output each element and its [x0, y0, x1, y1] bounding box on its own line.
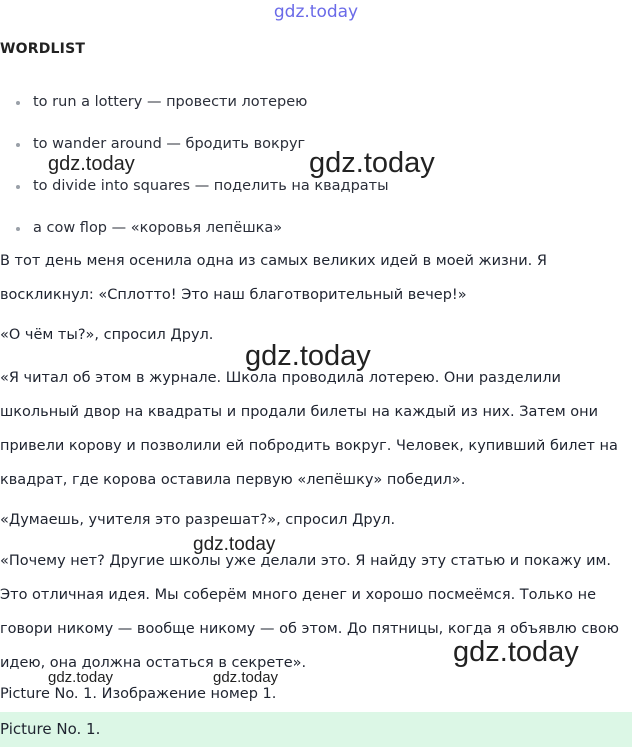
wordlist-item: to run a lottery — провести лотерею: [16, 90, 389, 132]
wordlist-title: WORDLIST: [0, 41, 86, 57]
wordlist-item: to divide into squares — поделить на квадраты: [16, 174, 389, 216]
watermark: gdz.today: [245, 340, 371, 372]
paragraph: «Почему нет? Другие школы уже делали это. Я найду эту статью и покажу им. Это отличная идея. Мы соберём много денег и хорошо посмеёмся. Только не говори никому — вообще никому — об этом. До пятницы, когда я объявлю свою идею, она должна остаться в секрете».: [0, 553, 619, 671]
watermark: gdz.today: [48, 669, 114, 686]
watermark: gdz.today: [213, 669, 279, 686]
wordlist-item: to wander around — бродить вокруг: [16, 132, 389, 174]
picture-caption: Picture No. 1. Изображение номер 1.: [0, 686, 277, 702]
paragraph: «О чём ты?», спросил Друл.: [0, 327, 214, 343]
picture-placeholder: [0, 712, 632, 747]
watermark: gdz.today: [48, 153, 135, 175]
watermark: gdz.today: [453, 636, 579, 668]
watermark: gdz.today: [309, 147, 435, 179]
paragraph: В тот день меня осенила одна из самых великих идей в моей жизни. Я воскликнул: «Сплотто! Это наш благотворительный вечер!»: [0, 253, 547, 303]
picture-label: Picture No. 1.: [0, 720, 101, 738]
watermark: gdz.today: [193, 534, 276, 555]
watermark-top: gdz.today: [273, 2, 359, 22]
paragraph: «Я читал об этом в журнале. Школа проводила лотерею. Они разделили школьный двор на квадраты и продали билеты на каждый из них. Затем они привели корову и позволили ей побродить вокруг. Человек, купивший билет на квадрат, где корова оставила первую «лепёшку» победил».: [0, 370, 618, 488]
paragraph: «Думаешь, учителя это разрешат?», спросил Друл.: [0, 512, 396, 528]
wordlist-item: a cow flop — «коровья лепёшка»: [16, 216, 389, 258]
